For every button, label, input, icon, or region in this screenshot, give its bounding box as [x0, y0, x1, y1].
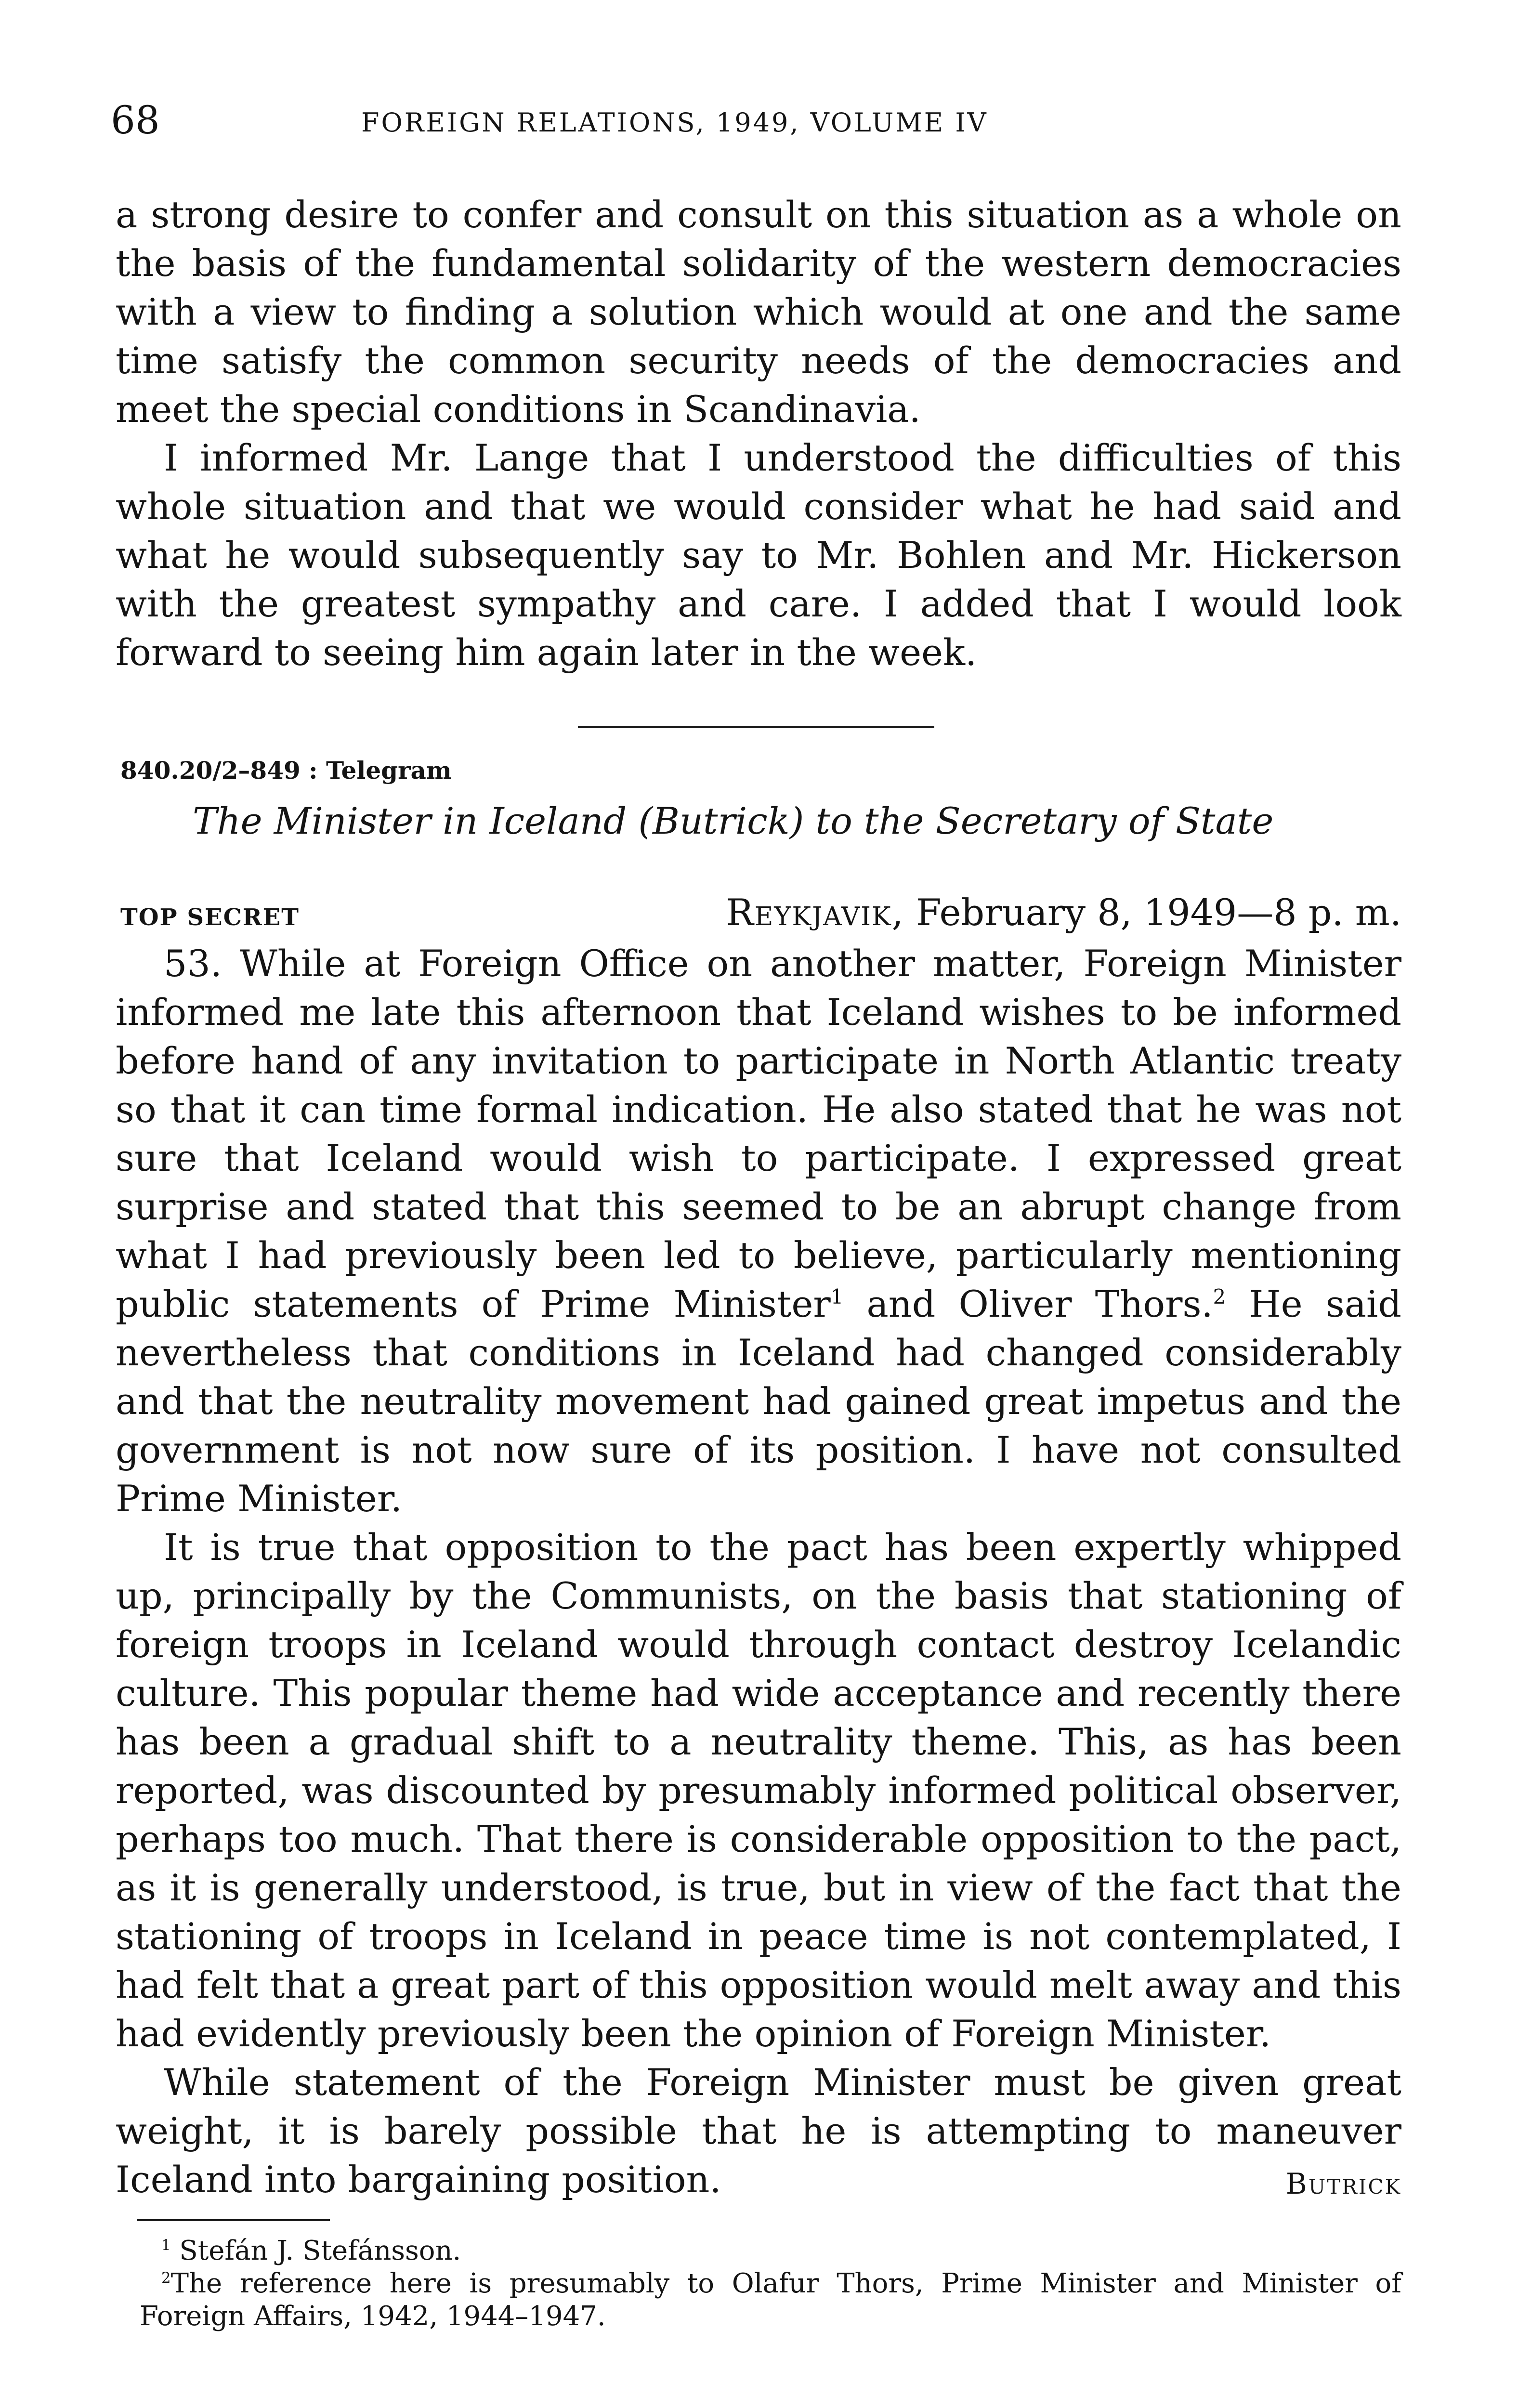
- classification-label: TOP SECRET: [120, 904, 300, 931]
- page-header: [111, 99, 1411, 142]
- file-reference: 840.20/2–849 : Telegram: [120, 756, 452, 785]
- body-paragraph-3: While statement of the Foreign Minister must be given great weight, it is barely possible that he is attempting to maneuver Iceland into bargaining position.: [116, 2061, 1401, 2201]
- footnote-2: [140, 2267, 1401, 2333]
- dateline: [694, 889, 1401, 937]
- body-paragraph-1-text-c: He said nevertheless that conditions in Iceland had changed considerably and that the neutrality movement had gained great impetus and the government is not now sure of its position. I have not consulted Prime Minister.: [116, 1283, 1401, 1520]
- section-divider: [578, 726, 934, 728]
- body-paragraph-1-text-a: 53. While at Foreign Office on another matter, Foreign Minister informed me late this afternoon that Iceland wishes to be informed before hand of any invitation to participate in North Atlantic treaty so that it can time formal indication. He also stated that he was not sure that Iceland would wish to participate. I expressed great surprise and stated that this seemed to be an abrupt change from what I had previously been led to believe, particularly mentioning public statements of Prime Minister: [116, 942, 1401, 1325]
- dateline-place: Reykjavik,: [726, 891, 904, 934]
- footnote-2-text: The reference here is presumably to Olafur Thors, Prime Minister and Minister of Foreign Affairs, 1942, 1944–1947.: [140, 2268, 1401, 2332]
- body-paragraph-2: It is true that opposition to the pact has been expertly whipped up, principally by the Communists, on the basis that stationing of foreign troops in Iceland would through contact destroy Icelandic culture. This popular theme had wide acceptance and recently there has been a gradual shift to a neutrality theme. This, as has been reported, was discounted by presumably informed political observer, perhaps too much. That there is considerable opposition to the pact, as it is generally understood, is true, but in view of the fact that the stationing of troops in Iceland in peace time is not contemplated, I had felt that a great part of this opposition would melt away and this had evidently previously been the opinion of Foreign Minister.: [116, 1526, 1401, 2055]
- footnote-2-marker: 2: [161, 2269, 171, 2287]
- footnote-reference-2[interactable]: 2: [1213, 1284, 1226, 1309]
- running-head: FOREIGN RELATIONS, 1949, VOLUME IV: [361, 107, 988, 138]
- body-paragraph-1-text-b: and Oliver Thors.: [843, 1283, 1213, 1325]
- footnote-divider: [137, 2219, 330, 2221]
- page-number: 68: [111, 98, 160, 143]
- footnote-1-text: Stefán J. Stefánsson.: [170, 2235, 461, 2266]
- document-title: The Minister in Iceland (Butrick) to the Secretary of State: [193, 799, 1274, 842]
- previous-document-continuation: [116, 190, 1401, 677]
- closing-paragraph: I informed Mr. Lange that I understood the difficulties of this whole situation and that we would consider what he had said and what he would subsequently say to Mr. Bohlen and Mr. Hickerson with the greatest sympathy and care. I added that I would look forward to seeing him again later in the week.: [116, 436, 1401, 674]
- body-paragraph-1: [116, 939, 1401, 1523]
- footnote-1-marker: 1: [161, 2236, 171, 2254]
- signature: Butrick: [1285, 2167, 1401, 2201]
- telegram-body: [116, 939, 1401, 2204]
- continued-paragraph: a strong desire to confer and consult on this situation as a whole on the basis of the fundamental solidarity of the western democracies with a view to finding a solution which would at one and the same time satisfy the common security needs of the democracies and meet the special conditions in Scandinavia.: [116, 193, 1401, 431]
- dateline-date: February 8, 1949—8 p. m.: [916, 891, 1401, 934]
- footnotes: [140, 2235, 1401, 2333]
- footnote-1: [140, 2235, 1401, 2267]
- footnote-reference-1[interactable]: 1: [830, 1284, 844, 1309]
